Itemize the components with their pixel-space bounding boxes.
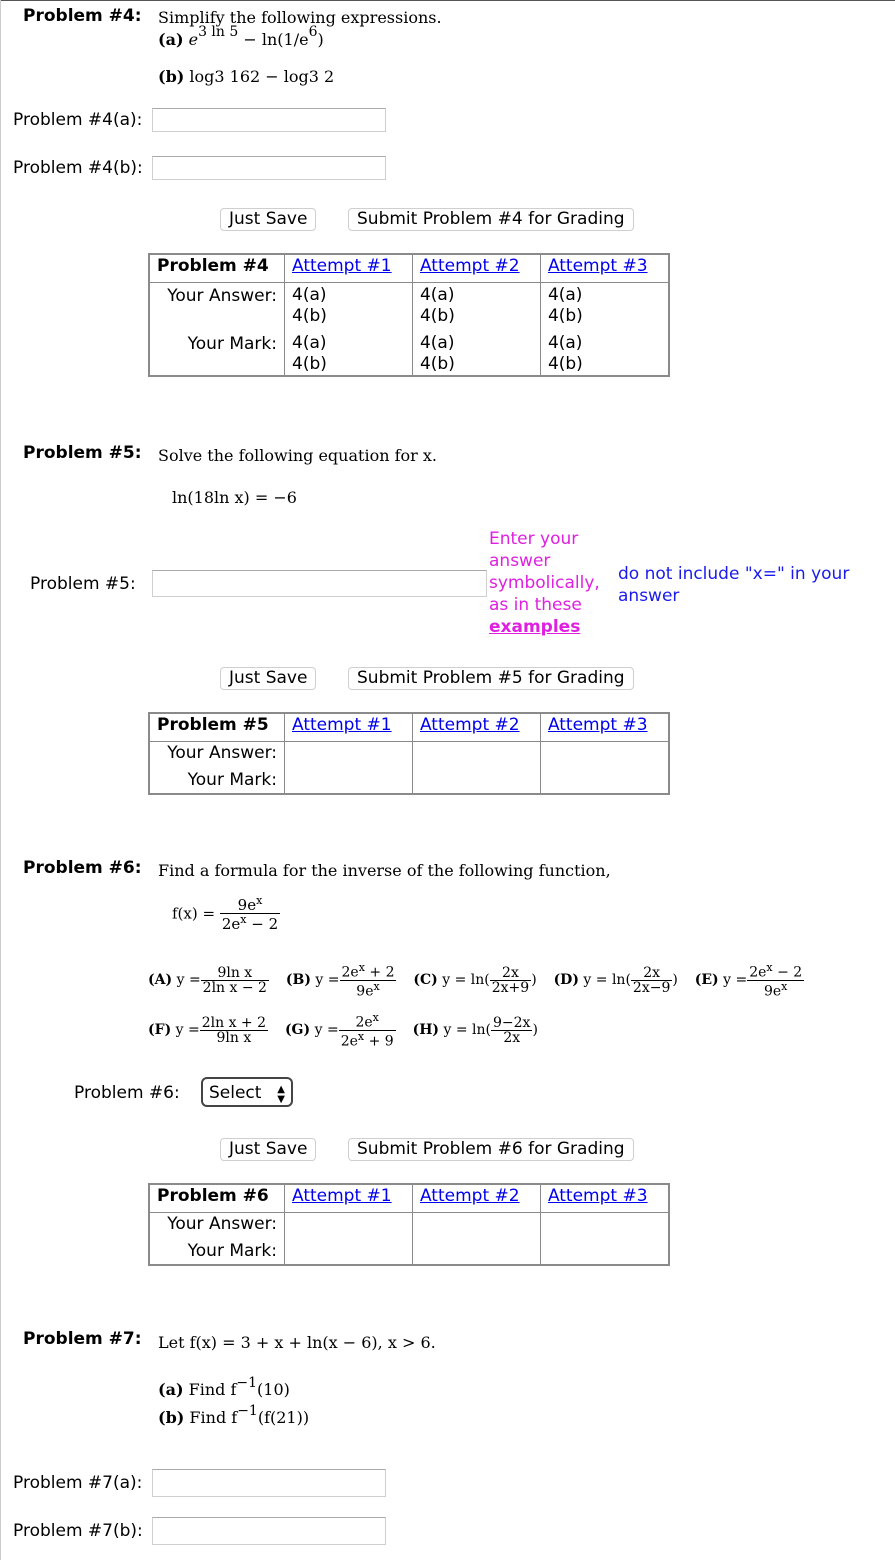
choice-h [412,1014,538,1046]
inverse-exponent: −1 [237,1403,258,1419]
fraction-denominator: 9e [763,983,782,1000]
numerator-tail: − 2 [772,964,803,981]
your-answer-label: Your Answer: [167,1213,277,1234]
fraction-denominator: 9ln x [216,1029,252,1046]
answer-part-a: 4(a) [292,284,327,305]
select-value: Select [209,1083,262,1103]
problem-4b-answer-input[interactable] [152,156,386,180]
function-definition [172,895,280,932]
attempt-2-link[interactable]: Attempt #2 [419,256,520,276]
exponent-x: x [358,961,365,974]
hint-line: Enter your [489,529,579,549]
problem-4-title: Problem #4: [23,6,142,26]
left-border [0,0,1,1560]
problem-6-statement: Find a formula for the inverse of the following function, [158,861,611,880]
attempt-1-link[interactable]: Attempt #1 [292,715,392,735]
fraction-numerator: 2x [631,966,672,981]
choice-g [284,1011,400,1050]
hint-line: symbolically, [489,573,600,593]
denominator-tail: + 9 [364,1033,394,1050]
submit-problem-6-button[interactable]: Submit Problem #6 for Grading [348,1138,634,1161]
hint-line: answer [489,551,551,571]
mark-part-a: 4(a) [419,332,455,353]
no-x-equals-note: do not include "x=" in your answer [618,564,850,606]
problem-5-answer-input[interactable] [152,570,487,597]
submit-problem-5-button[interactable]: Submit Problem #5 for Grading [348,667,634,690]
choice-suffix: ) [531,972,537,989]
problem-7b-answer-input[interactable] [152,1517,386,1545]
problem-5-title: Problem #5: [23,443,142,463]
table-head: Problem #5 [157,715,269,735]
problem-7-statement: Let f(x) = 3 + x + ln(x − 6), x > 6. [158,1333,436,1352]
problem-4b-input-label: Problem #4(b): [13,158,143,178]
numerator-tail: + 2 [364,964,395,981]
symbolic-hint [489,528,600,638]
mark-part-b: 4(b) [292,353,327,374]
find-text: Find f [188,1380,237,1399]
your-answer-label: Your Answer: [167,742,277,763]
problem-5-statement: Solve the following equation for x. [158,446,437,465]
choice-label: (F) [148,1022,172,1039]
problem-4-attempts-table [148,253,670,377]
fraction-numerator: 2x [490,966,531,981]
submit-problem-4-button[interactable]: Submit Problem #4 for Grading [348,208,634,231]
choice-label: (C) [413,972,438,989]
choice-prefix: y = [314,1022,339,1039]
choice-suffix: ) [532,1022,538,1039]
exponent-x: x [372,1011,379,1024]
choices-row-2 [148,1012,538,1048]
exponent: 3 ln 5 [198,24,239,40]
choice-label: (B) [285,972,311,989]
problem-7a-text [158,1375,290,1399]
fraction-numerator: 9−2x [493,1014,531,1031]
exponent-x: x [373,979,380,993]
choice-prefix: y = ln( [442,972,490,989]
choice-label: (E) [694,972,719,989]
function-lhs: f(x) = [172,904,216,923]
exponent-x: x [240,913,247,926]
choice-prefix: y = [175,1022,200,1039]
choices-row-1 [148,962,804,998]
attempt-1-link[interactable]: Attempt #1 [292,256,392,276]
answer-part-b: 4(b) [292,305,327,326]
inverse-exponent: −1 [236,1375,258,1391]
just-save-button[interactable]: Just Save [220,1138,316,1161]
problem-7a-answer-input[interactable] [152,1469,386,1497]
your-mark-label: Your Mark: [187,770,277,790]
mark-part-a: 4(a) [292,332,327,353]
choice-prefix: y = [315,972,340,989]
exponent-x: x [766,961,773,974]
choice-label: (H) [412,1022,440,1039]
table-head: Problem #4 [157,256,269,276]
problem-5-attempts-table [148,712,670,795]
top-border [0,0,895,1]
choice-d [553,964,683,996]
answer-part-b: 4(b) [419,305,455,326]
choice-prefix: y = [723,972,748,989]
select-arrows-icon: ▲ ▼ [277,1084,285,1105]
just-save-button[interactable]: Just Save [220,208,316,231]
log-expression: log3 162 − log3 2 [189,67,335,86]
fraction-numerator: 2e [341,964,359,981]
choice-b [285,961,401,1000]
exponent-x: x [357,1029,365,1043]
attempt-2-link[interactable]: Attempt #2 [419,715,520,735]
find-text: Find f [189,1408,238,1427]
choice-suffix: ) [672,972,678,989]
mark-part-a: 4(a) [547,332,583,353]
answer-part-a: 4(a) [419,284,455,305]
fraction-denominator: 2x−9 [632,979,671,996]
fraction-denominator: 2e [221,915,241,933]
fraction-denominator: 2e [340,1033,358,1050]
problem-4a-expression: (a) e3 ln 5 − ln(1/e6) [158,24,324,49]
examples-link[interactable]: examples [489,617,581,637]
mark-part-b: 4(b) [419,353,455,374]
part-b-label: (b) [158,67,185,86]
problem-4b-expression [158,67,334,86]
denominator-tail: − 2 [246,915,279,933]
exponent-x: x [781,979,788,993]
hint-line: as in these [489,595,582,615]
your-mark-label: Your Mark: [187,333,277,354]
answer-part-a: 4(a) [547,284,583,305]
choice-e [694,961,804,1000]
problem-5-input-label: Problem #5: [30,574,136,594]
closing-paren: ) [317,30,324,49]
table-head: Problem #6 [157,1186,269,1206]
problem-4a-answer-input[interactable] [152,108,386,132]
fraction-numerator: 9e [237,896,257,914]
expression-tail: − ln(1/e [243,30,309,49]
problem-6-title: Problem #6: [23,858,142,878]
choice-f [148,1014,272,1046]
choice-c [413,964,541,996]
fraction-numerator: 2ln x + 2 [201,1014,267,1031]
your-answer-label: Your Answer: [167,285,277,306]
your-mark-label: Your Mark: [187,1241,277,1261]
exponent-x: x [256,894,263,907]
attempt-3-link[interactable]: Attempt #3 [547,1186,648,1206]
mark-part-b: 4(b) [547,353,583,374]
fraction-denominator: 2ln x − 2 [202,979,267,996]
choice-label: (G) [284,1022,311,1039]
attempt-1-link[interactable]: Attempt #1 [292,1186,392,1206]
problem-6-attempts-table [148,1183,670,1266]
part-b-label: (b) [158,1408,185,1427]
attempt-2-link[interactable]: Attempt #2 [419,1186,520,1206]
problem-6-select-label: Problem #6: [74,1083,180,1103]
fraction-numerator: 9ln x [201,966,269,981]
just-save-button[interactable]: Just Save [220,667,316,690]
attempt-3-link[interactable]: Attempt #3 [547,715,648,735]
part-a-label: (a) [158,1380,184,1399]
answer-part-b: 4(b) [547,305,583,326]
attempt-3-link[interactable]: Attempt #3 [547,256,648,276]
fraction-numerator: 2e [355,1014,373,1031]
argument: (10) [257,1380,290,1399]
problem-6-answer-select[interactable] [201,1077,293,1107]
part-a-label: (a) [158,30,184,49]
problem-7-title: Problem #7: [23,1329,142,1349]
problem-4-statement: Simplify the following expressions. [158,8,442,27]
exponent-6: 6 [308,24,318,40]
choice-prefix: y = [176,972,201,989]
choice-prefix: y = ln( [443,1022,492,1039]
problem-7b-input-label: Problem #7(b): [13,1521,143,1541]
choice-label: (D) [553,972,579,989]
fraction-denominator: 2x [503,1029,521,1046]
problem-4a-input-label: Problem #4(a): [13,110,143,130]
fraction-denominator: 9e [356,983,374,1000]
choice-label: (A) [148,972,173,989]
problem-5-equation: ln(18ln x) = −6 [172,488,297,507]
fraction-denominator: 2x+9 [491,979,530,996]
choice-a [148,964,273,996]
problem-7a-input-label: Problem #7(a): [13,1473,143,1493]
problem-7b-text [158,1403,310,1427]
fraction-numerator: 2e [749,964,767,981]
choice-prefix: y = ln( [583,972,631,989]
argument: (f(21)) [257,1408,310,1427]
